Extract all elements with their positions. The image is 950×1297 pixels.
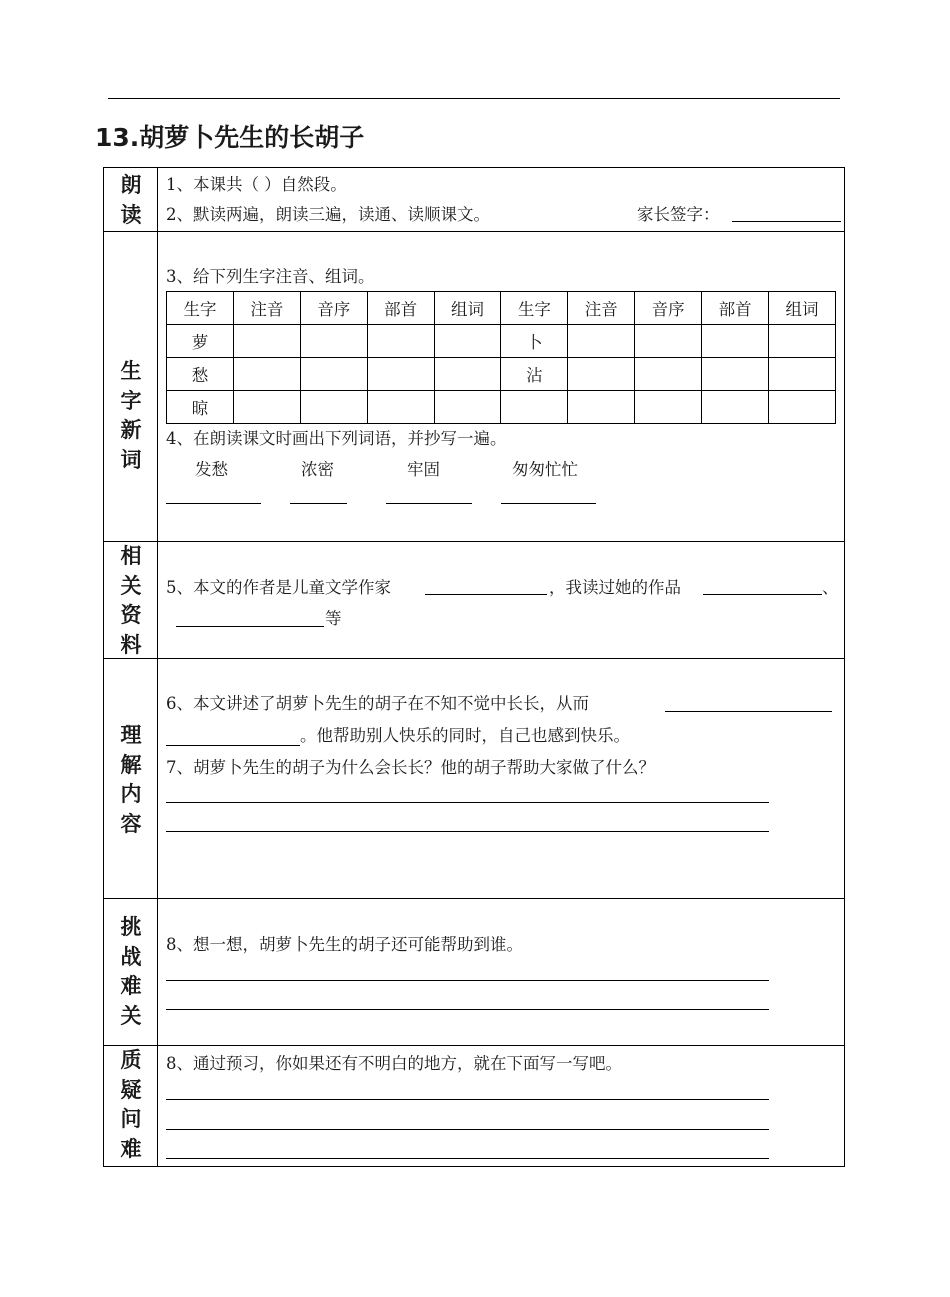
answer-line[interactable] — [166, 1129, 769, 1130]
section-label-reading: 朗 读 — [120, 173, 142, 227]
blank-cell[interactable] — [635, 358, 702, 391]
copy-line[interactable] — [386, 503, 472, 504]
blank-cell[interactable] — [300, 325, 367, 358]
question-8: 8、想一想，胡萝卜先生的胡子还可能帮助到谁。 — [166, 935, 523, 954]
blank-cell[interactable] — [769, 325, 836, 358]
blank-cell[interactable] — [635, 391, 702, 424]
section-label-questions: 质 疑 问 难 — [120, 1048, 142, 1161]
character-table — [166, 291, 836, 424]
character-cell: 萝 — [167, 325, 234, 358]
answer-line[interactable] — [166, 802, 769, 803]
copy-line[interactable] — [166, 503, 261, 504]
blank-cell[interactable] — [769, 391, 836, 424]
blank-cell[interactable] — [233, 325, 300, 358]
blank-cell[interactable] — [367, 325, 434, 358]
blank-cell[interactable] — [702, 358, 769, 391]
blank-cell[interactable] — [568, 358, 635, 391]
blank-cell[interactable] — [568, 325, 635, 358]
blank-cell[interactable] — [367, 391, 434, 424]
blank-cell[interactable] — [769, 358, 836, 391]
question-5-part: 、 — [822, 578, 839, 597]
question-8b: 8、通过预习，你如果还有不明白的地方，就在下面写一写吧。 — [166, 1054, 622, 1073]
section-label-materials: 相 关 资 料 — [120, 544, 142, 657]
header-cell: 组词 — [434, 292, 501, 325]
header-cell: 音序 — [635, 292, 702, 325]
character-cell: 晾 — [167, 391, 234, 424]
header-cell: 部首 — [367, 292, 434, 325]
header-cell: 音序 — [300, 292, 367, 325]
blank-cell[interactable] — [367, 358, 434, 391]
table-row — [167, 325, 836, 358]
row-divider — [103, 898, 845, 899]
question-5-part: ，我读过她的作品 — [549, 578, 681, 597]
copy-line[interactable] — [501, 503, 596, 504]
answer-line[interactable] — [176, 626, 324, 627]
blank-cell[interactable] — [635, 325, 702, 358]
header-cell: 生字 — [501, 292, 568, 325]
header-cell: 注音 — [568, 292, 635, 325]
answer-line[interactable] — [166, 1099, 769, 1100]
blank-cell[interactable] — [702, 325, 769, 358]
character-cell: 卜 — [501, 325, 568, 358]
blank-cell[interactable] — [568, 391, 635, 424]
word-item: 浓密 — [301, 460, 334, 479]
section-label-new-words: 生 字 新 词 — [120, 359, 142, 472]
blank-cell[interactable] — [300, 391, 367, 424]
header-cell: 注音 — [233, 292, 300, 325]
answer-line[interactable] — [703, 594, 822, 595]
section-label-challenge: 挑 战 难 关 — [120, 915, 142, 1028]
blank-cell[interactable] — [501, 391, 568, 424]
parent-signature-line[interactable] — [732, 221, 841, 222]
answer-line[interactable] — [166, 980, 769, 981]
word-item: 发愁 — [195, 460, 228, 479]
blank-cell[interactable] — [434, 391, 501, 424]
question-2: 2、默读两遍，朗读三遍，读通、读顺课文。 — [166, 205, 490, 224]
header-rule — [108, 98, 840, 99]
question-4: 4、在朗读课文时画出下列词语，并抄写一遍。 — [166, 429, 507, 448]
header-cell: 生字 — [167, 292, 234, 325]
copy-line[interactable] — [290, 503, 347, 504]
question-6-part: 。他帮助别人快乐的同时，自己也感到快乐。 — [300, 726, 630, 745]
character-cell: 愁 — [167, 358, 234, 391]
blank-cell[interactable] — [233, 391, 300, 424]
question-7: 7、胡萝卜先生的胡子为什么会长长？他的胡子帮助大家做了什么？ — [166, 758, 655, 777]
row-divider — [103, 1045, 845, 1046]
table-row — [167, 358, 836, 391]
word-item: 牢固 — [407, 460, 440, 479]
answer-line[interactable] — [425, 594, 547, 595]
table-header-row — [167, 292, 836, 325]
section-label-understanding: 理 解 内 容 — [120, 723, 142, 836]
question-6: 6、本文讲述了胡萝卜先生的胡子在不知不觉中长长，从而 — [166, 694, 589, 713]
header-cell: 部首 — [702, 292, 769, 325]
blank-cell[interactable] — [233, 358, 300, 391]
answer-line[interactable] — [166, 1158, 769, 1159]
blank-cell[interactable] — [434, 358, 501, 391]
blank-cell[interactable] — [434, 325, 501, 358]
parent-signature-label: 家长签字： — [637, 205, 720, 224]
page-title: 13.胡萝卜先生的长胡子 — [95, 123, 365, 152]
question-1: 1、本课共（ ）自然段。 — [166, 175, 347, 194]
blank-cell[interactable] — [300, 358, 367, 391]
character-cell: 沾 — [501, 358, 568, 391]
question-5-part: 等 — [325, 609, 342, 628]
answer-line[interactable] — [166, 1009, 769, 1010]
answer-line[interactable] — [665, 711, 832, 712]
question-3: 3、给下列生字注音、组词。 — [166, 267, 375, 286]
table-row — [167, 391, 836, 424]
header-cell: 组词 — [769, 292, 836, 325]
row-divider — [103, 231, 845, 232]
row-divider — [103, 541, 845, 542]
row-divider — [103, 658, 845, 659]
blank-cell[interactable] — [702, 391, 769, 424]
answer-line[interactable] — [166, 831, 769, 832]
word-item: 匆匆忙忙 — [512, 460, 578, 479]
question-5: 5、本文的作者是儿童文学作家 — [166, 578, 391, 597]
answer-line[interactable] — [166, 745, 300, 746]
